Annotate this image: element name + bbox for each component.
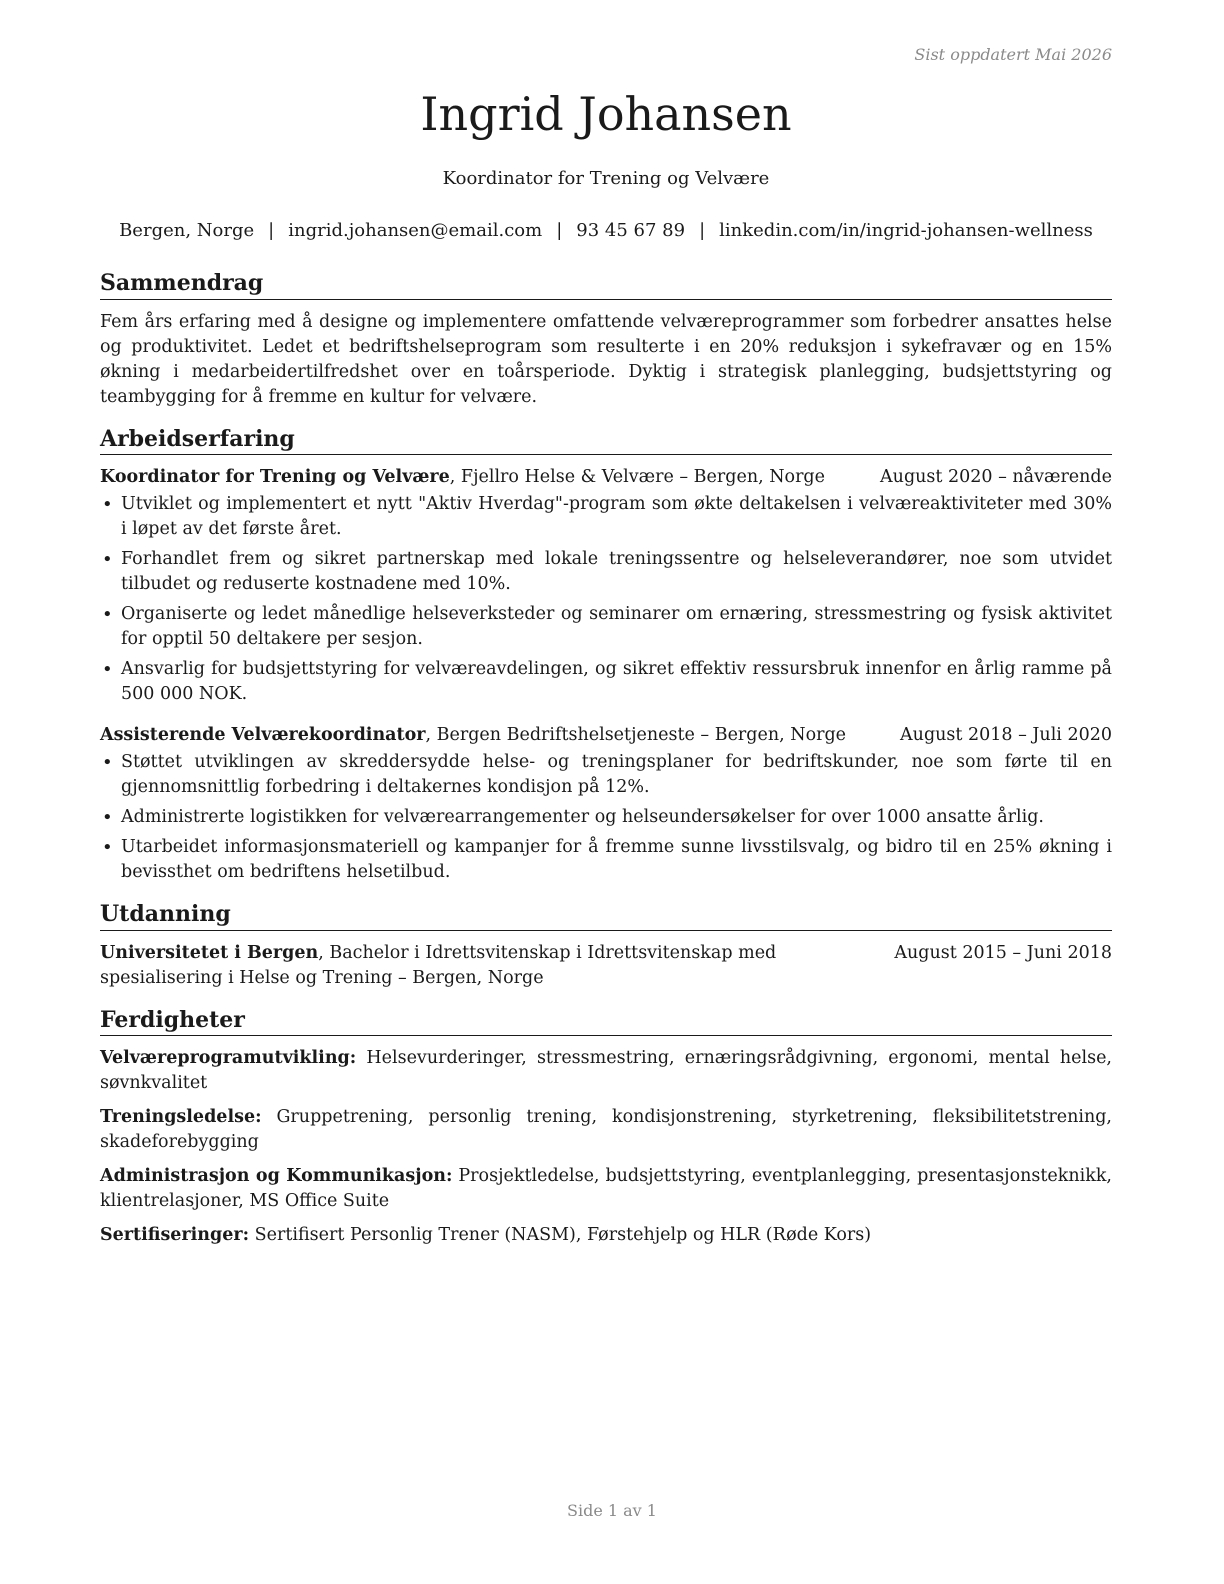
job-header (100, 465, 1112, 490)
contact-separator: | (268, 220, 275, 241)
education-detail: , Bachelor i Idrettsvitenskap i Idrettsvitenskap med spesialisering i Helse og Trening – Bergen, Norge (100, 942, 777, 988)
skill-line (100, 1105, 1112, 1155)
job-bullet: • Støttet utviklingen av skreddersydde helse- og treningsplaner for bedriftskunder, noe som førte til en gjennomsnittlig forbedring i deltakernes kondisjon på 12%. (100, 750, 1112, 800)
job-role: Koordinator for Trening og Velvære (100, 467, 450, 487)
education-school: Universitetet i Bergen (100, 942, 319, 963)
skill-label: Velværeprogramutvikling: (100, 1048, 357, 1068)
section-heading-skills: Ferdigheter (100, 1007, 1112, 1037)
skill-label: Sertifiseringer: (100, 1225, 250, 1245)
skill-line (100, 1046, 1112, 1096)
skill-line (100, 1223, 1112, 1248)
job-bullets (100, 492, 1112, 707)
page-number: Side 1 av 1 (567, 1501, 657, 1520)
education-section (100, 901, 1112, 991)
summary-text: Fem års erfaring med å designe og implementere omfattende velværeprogrammer som forbedrer ansattes helse og produktivitet. Ledet et bedriftshelseprogram som resulterte i en 20% reduksjon i sykefravær og en 15% økning i medarbeidertilfredshet over en toårsperiode. Dyktig i strategisk planlegging, budsjettstyring og teambygging for å fremme en kultur for velvære. (100, 311, 1112, 407)
contact-separator: | (699, 220, 706, 241)
section-heading-experience: Arbeidserfaring (100, 426, 1112, 456)
job-header (100, 723, 1112, 748)
education-dates: August 2015 – Juni 2018 (894, 942, 1112, 963)
job-org: , Bergen Bedriftshelsetjeneste – Bergen, Norge (425, 725, 847, 745)
job-bullet: • Organiserte og ledet månedlige helseverksteder og seminarer om ernæring, stressmestring og fysisk aktivitet for opptil 50 deltakere per sesjon. (100, 602, 1112, 652)
last-updated: Sist oppdatert Mai 2026 (914, 45, 1112, 64)
job-bullet: • Administrerte logistikken for velværearrangementer og helseundersøkelser for over 1000 ansatte årlig. (100, 805, 1112, 830)
skill-text: Helsevurderinger, stressmestring, ernæringsrådgivning, ergonomi, mental helse, søvnkvalitet (100, 1048, 1112, 1093)
job-bullet: • Utviklet og implementert et nytt "Aktiv Hverdag"-program som økte deltakelsen i velværeaktiviteter med 30% i løpet av det første året. (100, 492, 1112, 542)
job-entry (100, 465, 1112, 707)
contact-line (80, 220, 1132, 241)
candidate-name: Ingrid Johansen (420, 87, 792, 141)
education-entry (100, 941, 1112, 991)
contact-linkedin[interactable]: linkedin.com/in/ingrid-johansen-wellness (719, 220, 1093, 241)
contact-location: Bergen, Norge (119, 220, 255, 241)
contact-email[interactable]: ingrid.johansen@email.com (288, 220, 543, 241)
job-dates: August 2020 – nåværende (880, 467, 1112, 487)
skill-text: Sertifisert Personlig Trener (NASM), Førstehjelp og HLR (Røde Kors) (249, 1225, 872, 1245)
job-bullets (100, 750, 1112, 885)
job-dates: August 2018 – Juli 2020 (900, 725, 1112, 745)
job-bullet: • Ansvarlig for budsjettstyring for velværeavdelingen, og sikret effektiv ressursbruk innenfor en årlig ramme på 500 000 NOK. (100, 657, 1112, 707)
skill-label: Treningsledelse: (100, 1107, 262, 1127)
skill-text: Prosjektledelse, budsjettstyring, eventplanlegging, presentasjonsteknikk, klientrelasjoner, MS Office Suite (100, 1166, 1112, 1211)
experience-section (100, 426, 1112, 886)
contact-phone: 93 45 67 89 (576, 220, 686, 241)
candidate-title: Koordinator for Trening og Velvære (442, 168, 770, 189)
summary-section (100, 270, 1112, 410)
skill-label: Administrasjon og Kommunikasjon: (100, 1166, 453, 1186)
section-heading-education: Utdanning (100, 901, 1112, 931)
job-bullet: • Forhandlet frem og sikret partnerskap med lokale treningssentre og helseleverandører, noe som utvidet tilbudet og reduserte kostnadene med 10%. (100, 547, 1112, 597)
skill-line (100, 1164, 1112, 1214)
skill-text: Gruppetrening, personlig trening, kondisjonstrening, styrketrening, fleksibilitetstrening, skadeforebygging (100, 1107, 1112, 1152)
contact-separator: | (556, 220, 563, 241)
job-org: , Fjellro Helse & Velvære – Bergen, Norge (449, 467, 825, 487)
skills-section (100, 1007, 1112, 1249)
job-bullet: • Utarbeidet informasjonsmateriell og kampanjer for å fremme sunne livsstilsvalg, og bidro til en 25% økning i bevissthet om bedriftens helsetilbud. (100, 835, 1112, 885)
resume-body (100, 270, 1112, 1264)
job-entry (100, 723, 1112, 885)
section-heading-summary: Sammendrag (100, 270, 1112, 300)
job-role: Assisterende Velværekoordinator (100, 725, 426, 745)
